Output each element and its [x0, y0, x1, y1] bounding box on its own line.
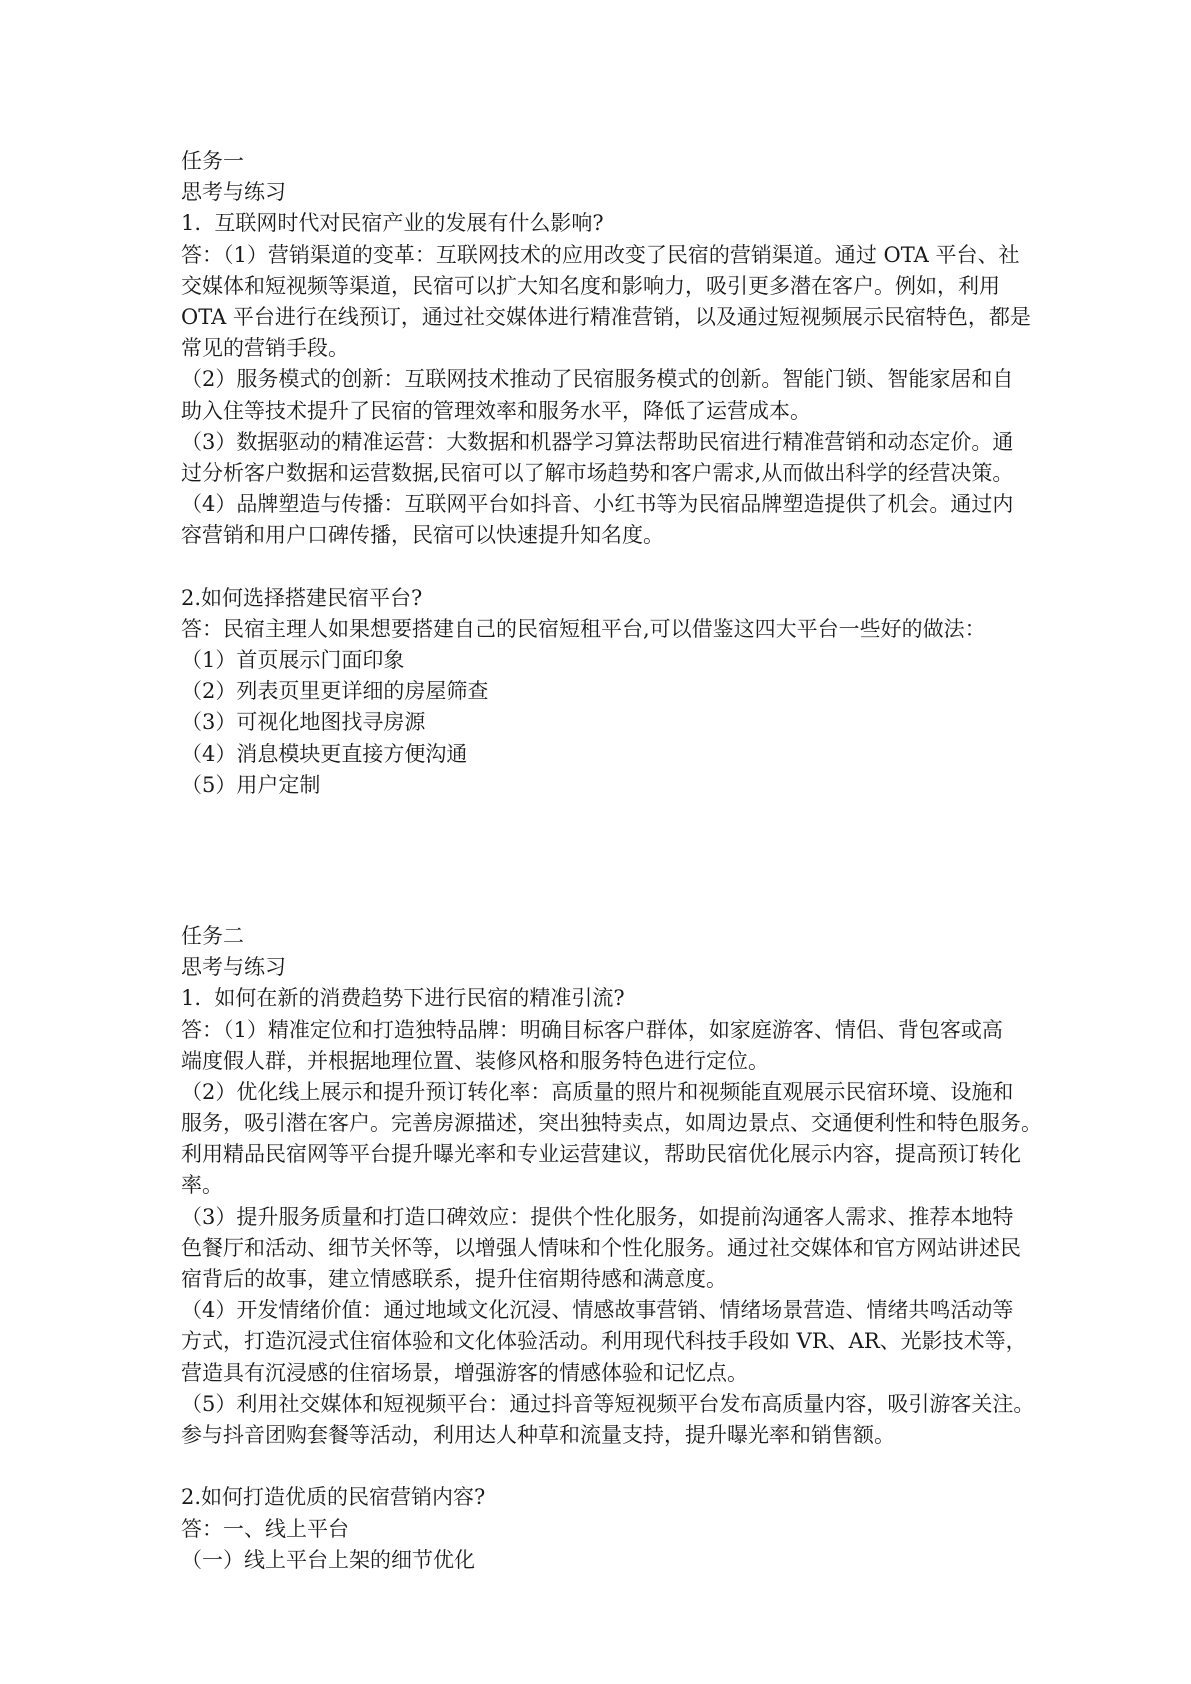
list-item: （4）消息模块更直接方便沟通 [181, 741, 468, 766]
answer-line: （3）数据驱动的精准运营：大数据和机器学习算法帮助民宿进行精准营销和动态定价。通 [181, 429, 1014, 454]
task1-subtitle: 思考与练习 [181, 180, 286, 205]
task1-question-1: 1. 互联网时代对民宿产业的发展有什么影响? [181, 211, 604, 236]
answer-line: 助入住等技术提升了民宿的管理效率和服务水平，降低了运营成本。 [181, 398, 811, 423]
answer-line: 率。 [181, 1173, 223, 1198]
answer-line: 端度假人群，并根据地理位置、装修风格和服务特色进行定位。 [181, 1048, 769, 1073]
task1-question-2: 2.如何选择搭建民宿平台? [181, 585, 423, 610]
task1-answer-2 [181, 614, 1021, 801]
task1-answer-1 [181, 240, 1031, 552]
answer-line: 方式，打造沉浸式住宿体验和文化体验活动。利用现代科技手段如 VR、AR、光影技术等， [181, 1329, 1027, 1354]
paragraph-gap [181, 1451, 1021, 1482]
task2-title: 任务二 [181, 923, 244, 948]
section-gap [181, 801, 1021, 861]
task2-question-1: 1. 如何在新的消费趋势下进行民宿的精准引流? [181, 986, 625, 1011]
answer-line: 过分析客户数据和运营数据,民宿可以了解市场趋势和客户需求,从而做出科学的经营决策。 [181, 460, 1014, 485]
list-item: （1）首页展示门面印象 [181, 648, 405, 672]
answer-line: （3）提升服务质量和打造口碑效应：提供个性化服务，如提前沟通客人需求、推荐本地特 [181, 1204, 1014, 1229]
answer-line: 容营销和用户口碑传播，民宿可以快速提升知名度。 [181, 523, 664, 548]
answer-line: （一）线上平台上架的细节优化 [181, 1547, 475, 1572]
list-item: （2）列表页里更详细的房屋筛查 [181, 679, 489, 704]
task2-subtitle: 思考与练习 [181, 955, 286, 980]
answer-line: 宿背后的故事，建立情感联系，提升住宿期待感和满意度。 [181, 1267, 727, 1291]
task2-answer-1 [181, 1015, 1042, 1452]
answer-line: 交媒体和短视频等渠道，民宿可以扩大知名度和影响力，吸引更多潜在客户。例如，利用 [181, 273, 1000, 298]
answer-line: 营造具有沉浸感的住宿场景，增强游客的情感体验和记忆点。 [181, 1360, 748, 1385]
document-page [181, 146, 1042, 1576]
answer-line: （2）服务模式的创新：互联网技术推动了民宿服务模式的创新。智能门锁、智能家居和自 [181, 367, 1014, 392]
task2-question-2: 2.如何打造优质的民宿营销内容? [181, 1485, 486, 1510]
answer-line: 服务，吸引潜在客户。完善房源描述，突出独特卖点，如周边景点、交通便利性和特色服务。 [181, 1111, 1042, 1136]
answer-line: （2）优化线上展示和提升预订转化率：高质量的照片和视频能直观展示民宿环境、设施和 [181, 1079, 1014, 1104]
answer-line: 参与抖音团购套餐等活动，利用达人种草和流量支持，提升曝光率和销售额。 [181, 1422, 895, 1447]
answer-line: （5）利用社交媒体和短视频平台：通过抖音等短视频平台发布高质量内容，吸引游客关注。 [181, 1391, 1035, 1416]
section-gap [181, 861, 1021, 921]
list-item: （5）用户定制 [181, 772, 321, 797]
task2-answer-2 [181, 1514, 1021, 1576]
answer-line: 答：一、线上平台 [181, 1516, 349, 1541]
answer-line: 常见的营销手段。 [181, 336, 349, 361]
answer-line: （4）品牌塑造与传播：互联网平台如抖音、小红书等为民宿品牌塑造提供了机会。通过内 [181, 492, 1014, 517]
answer-line: 答：（1）营销渠道的变革：互联网技术的应用改变了民宿的营销渠道。通过 OTA 平台、社 [181, 242, 1020, 267]
answer-line: 利用精品民宿网等平台提升曝光率和专业运营建议，帮助民宿优化展示内容，提高预订转化 [181, 1142, 1021, 1167]
answer-line: 答：（1）精准定位和打造独特品牌：明确目标客户群体，如家庭游客、情侣、背包客或高 [181, 1017, 1003, 1042]
answer-line: 色餐厅和活动、细节关怀等，以增强人情味和个性化服务。通过社交媒体和官方网站讲述民 [181, 1235, 1021, 1260]
answer-line: （4）开发情绪价值：通过地域文化沉浸、情感故事营销、情绪场景营造、情绪共鸣活动等 [181, 1298, 1014, 1323]
task1-title: 任务一 [181, 149, 244, 173]
paragraph-gap [181, 551, 1021, 582]
answer-line: 答：民宿主理人如果想要搭建自己的民宿短租平台,可以借鉴这四大平台一些好的做法： [181, 616, 986, 641]
answer-line: OTA 平台进行在线预订，通过社交媒体进行精准营销，以及通过短视频展示民宿特色，都是 [181, 304, 1031, 329]
list-item: （3）可视化地图找寻房源 [181, 710, 426, 735]
